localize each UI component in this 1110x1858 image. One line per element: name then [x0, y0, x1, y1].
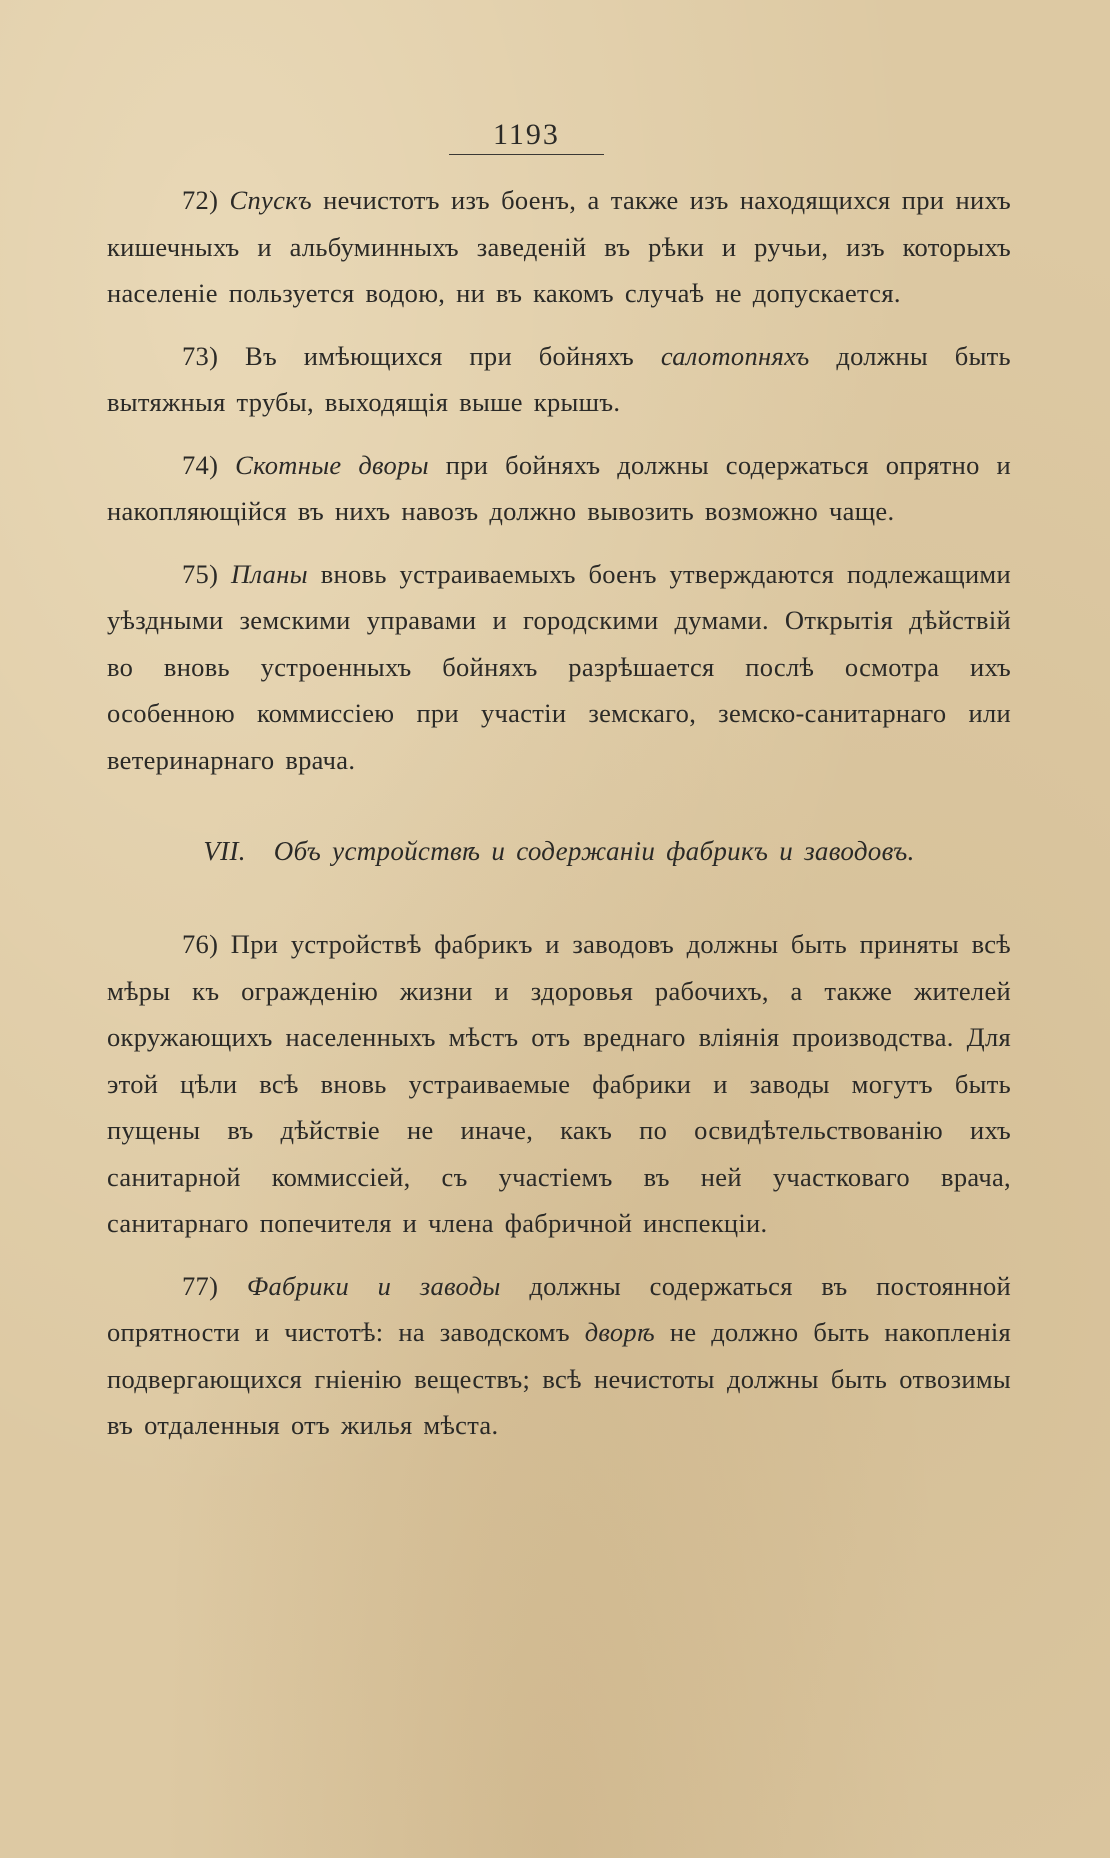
paragraph-73	[107, 333, 1011, 426]
paragraph-text: должны быть вытяжныя трубы, выходящія выше крышъ.	[107, 340, 1011, 417]
paragraph-72	[107, 177, 1011, 317]
paragraph-number: 74)	[182, 449, 219, 480]
paragraph-lead: Скотные дворы	[235, 449, 429, 480]
paragraph-lead: Фабрики и заводы	[246, 1270, 501, 1301]
paragraph-text: нечистотъ изъ боенъ, а также изъ находящихся при нихъ кишечныхъ и альбуминныхъ заведеній въ рѣки и ручьи, изъ которыхъ населеніе пользуется водою, ни въ какомъ случаѣ не допускается.	[107, 185, 1011, 308]
paragraph-number: 76)	[182, 929, 219, 959]
section-number: VII.	[203, 836, 246, 866]
document-page	[107, 118, 1011, 1465]
paragraph-75	[107, 551, 1011, 784]
paragraph-italic-term: салотопняхъ	[660, 340, 810, 371]
paragraph-number: 75)	[182, 558, 219, 589]
paragraph-76	[107, 921, 1011, 1247]
paragraph-77	[107, 1263, 1011, 1449]
paragraph-text: при бойняхъ должны содержаться опрятно и накопляющійся въ нихъ навозъ должно вывозить возможно чаще.	[107, 449, 1011, 526]
paragraph-text: вновь устраиваемыхъ боенъ утверждаются подлежащими уѣздными земскими управами и городскими думами. Открытія дѣйствій во вновь устроенныхъ бойняхъ разрѣшается послѣ осмотра ихъ особенною коммиссіею при участіи земскаго, земско-санитарнаго или ветеринарнаго врача.	[107, 558, 1011, 775]
paragraph-lead: Въ имѣющихся при бойняхъ	[245, 340, 635, 371]
page-number: 1193	[449, 118, 604, 155]
section-title: Объ устройствѣ и содержаніи фабрикъ и заводовъ.	[273, 836, 915, 866]
paragraph-text: При устройствѣ фабрикъ и заводовъ должны быть приняты всѣ мѣры къ огражденію жизни и здоровья рабочихъ, а также жителей окружающихъ населенныхъ мѣстъ отъ вреднаго вліянія производства. Для этой цѣли всѣ вновь устраиваемые фабрики и заводы могутъ быть пущены въ дѣйствіе не иначе, какъ по освидѣтельствованію ихъ санитарной коммиссіей, съ участіемъ въ ней участковаго врача, санитарнаго попечителя и члена фабричной инспекціи.	[107, 929, 1011, 1238]
paragraph-italic-term: дворѣ	[584, 1317, 655, 1347]
paragraph-number: 73)	[182, 340, 219, 371]
paragraph-lead: Спускъ	[229, 185, 312, 215]
paragraph-lead: Планы	[231, 558, 308, 589]
section-heading	[107, 831, 1011, 871]
paragraph-74	[107, 442, 1011, 535]
paragraph-text: должны содержаться въ постоянной опрятности и чистотѣ: на заводскомъ	[107, 1270, 1011, 1347]
paragraph-number: 77)	[182, 1270, 219, 1301]
paragraph-number: 72)	[182, 185, 219, 215]
paragraph-text: не должно быть накопленія подвергающихся гніенію веществъ; всѣ нечистоты должны быть отвозимы въ отдаленныя отъ жилья мѣста.	[107, 1317, 1011, 1440]
